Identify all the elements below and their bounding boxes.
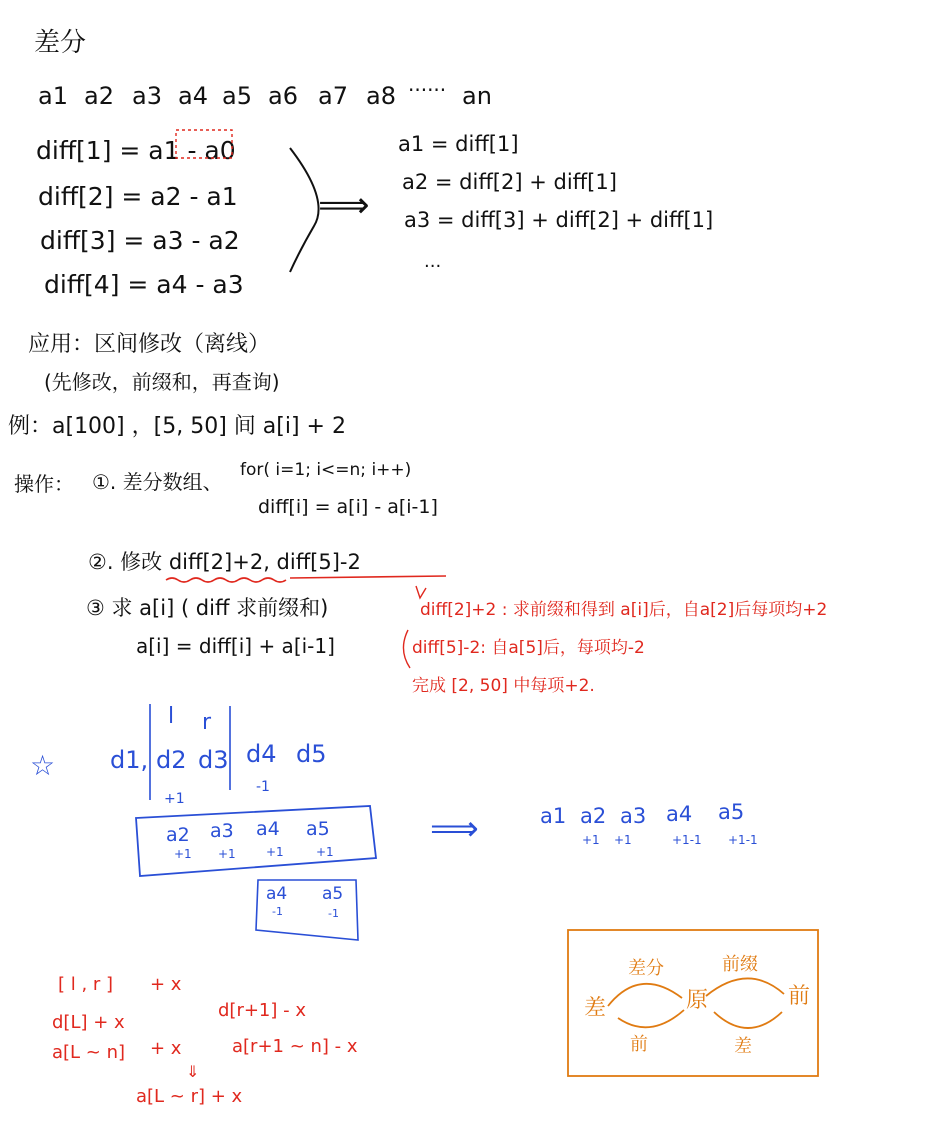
sequence-term: a3 [132,82,162,110]
box2-mark: -1 [272,905,283,918]
red-underline [290,576,446,578]
prefix-line: a1 = diff[1] [398,132,519,156]
red-note: diff[2]+2 : 求前缀和得到 a[i]后，自a[2]后每项均+2 [420,600,828,620]
sequence-term: a8 [366,82,396,110]
red-note: diff[5]-2: 自a[5]后，每项均-2 [412,638,645,658]
application-heading: 应用：区间修改（离线） [28,332,271,357]
red-formula: d[r+1] - x [218,1000,306,1021]
red-bracket [403,630,410,668]
sequence-term: a2 [84,82,114,110]
box2-term: a4 [266,884,288,904]
sequence-term: a7 [318,82,348,110]
operation-step1-code: for( i=1; i<=n; i++) [240,460,412,480]
result-term: a5 [718,800,745,824]
diff-l-label: l [168,704,175,729]
box1-mark: +1 [218,847,236,861]
operation-label: 操作： [14,472,74,496]
diff-line: diff[2] = a2 - a1 [38,182,238,211]
orange-label-prefix: 前 [788,984,811,1009]
sequence-term: a4 [178,82,208,110]
implies-arrow: ⟹ [318,185,370,226]
box1-term: a2 [166,824,190,846]
orange-label-top-right: 前缀 [722,954,758,975]
sequence-term: an [462,82,492,110]
sequence-ellipsis: ······ [408,78,447,102]
box1-outline [136,806,376,876]
box1-term: a5 [306,818,330,840]
diff-term: d2 [156,746,187,774]
diff-term: d5 [296,740,327,768]
orange-box-outline [568,930,818,1076]
box1-term: a3 [210,820,234,842]
example-line: 例：a[100] ，[5, 50] 间 a[i] + 2 [8,414,346,439]
diff-term: d4 [246,740,277,768]
diff-term: d3 [198,746,229,774]
prefix-line: a3 = diff[3] + diff[2] + diff[1] [404,208,714,232]
box1-mark: +1 [174,847,192,861]
red-formula: a[L ~ n] [52,1042,126,1063]
bracket-stroke [290,148,319,272]
result-mark: +1-1 [672,833,702,847]
operation-step3-code: a[i] = diff[i] + a[i-1] [136,634,335,658]
result-mark: +1 [614,833,632,847]
box1-mark: +1 [316,845,334,859]
arc-bottom-right [714,1012,782,1028]
box2-mark: -1 [328,907,339,920]
red-formula: + x [150,1038,182,1059]
sequence-term: a6 [268,82,298,110]
orange-label-top-left: 差分 [628,958,664,979]
box2-outline [256,880,358,940]
arc-top-right [706,978,784,996]
result-mark: +1-1 [728,833,758,847]
diff-mark: -1 [256,779,270,795]
diff-mark: +1 [164,791,185,807]
box1-term: a4 [256,818,280,840]
orange-label-bottom-right: 差 [734,1036,752,1057]
arc-bottom-left [618,1010,684,1027]
box2-term: a5 [322,884,344,904]
star-icon: ☆ [30,749,56,782]
result-term: a4 [666,802,693,826]
red-arrow-head [416,586,426,598]
red-formula: d[L] + x [52,1012,125,1033]
arc-top-left [608,984,682,1006]
operation-step2: ②. 修改 diff[2]+2, diff[5]-2 [88,550,361,574]
result-term: a2 [580,804,607,828]
title: 差分 [34,28,87,58]
diff-line: diff[3] = a3 - a2 [40,226,240,255]
orange-label-diff: 差 [584,996,607,1021]
red-formula: [ l , r ] [58,974,114,995]
orange-label-origin: 原 [686,988,709,1013]
application-note: (先修改，前缀和，再查询) [44,370,280,394]
operation-step1: ①. 差分数组、 [92,470,223,494]
box1-mark: +1 [266,845,284,859]
a0-dashed-box [176,130,232,158]
diff-r-label: r [202,710,212,735]
red-formula-result: a[L ~ r] + x [136,1086,243,1107]
squiggle-underline [166,578,286,582]
sequence-term: a5 [222,82,252,110]
diff-line: diff[1] = a1 - a0 [36,136,236,165]
prefix-ellipsis: ··· [424,256,442,277]
result-term: a1 [540,804,567,828]
operation-step3: ③ 求 a[i] ( diff 求前缀和) [86,596,329,620]
red-down-arrow: ⇓ [186,1062,200,1081]
operation-step1-code: diff[i] = a[i] - a[i-1] [258,496,438,518]
red-note: 完成 [2, 50] 中每项+2. [412,676,595,696]
diff-line: diff[4] = a4 - a3 [44,270,244,299]
prefix-line: a2 = diff[2] + diff[1] [402,170,617,194]
result-arrow: ⟹ [430,809,479,849]
result-term: a3 [620,804,647,828]
red-formula: + x [150,974,182,995]
red-formula: a[r+1 ~ n] - x [232,1036,358,1057]
orange-label-bottom-left: 前 [630,1034,648,1055]
result-mark: +1 [582,833,600,847]
diff-term: d1, [110,746,149,774]
sequence-term: a1 [38,82,68,110]
